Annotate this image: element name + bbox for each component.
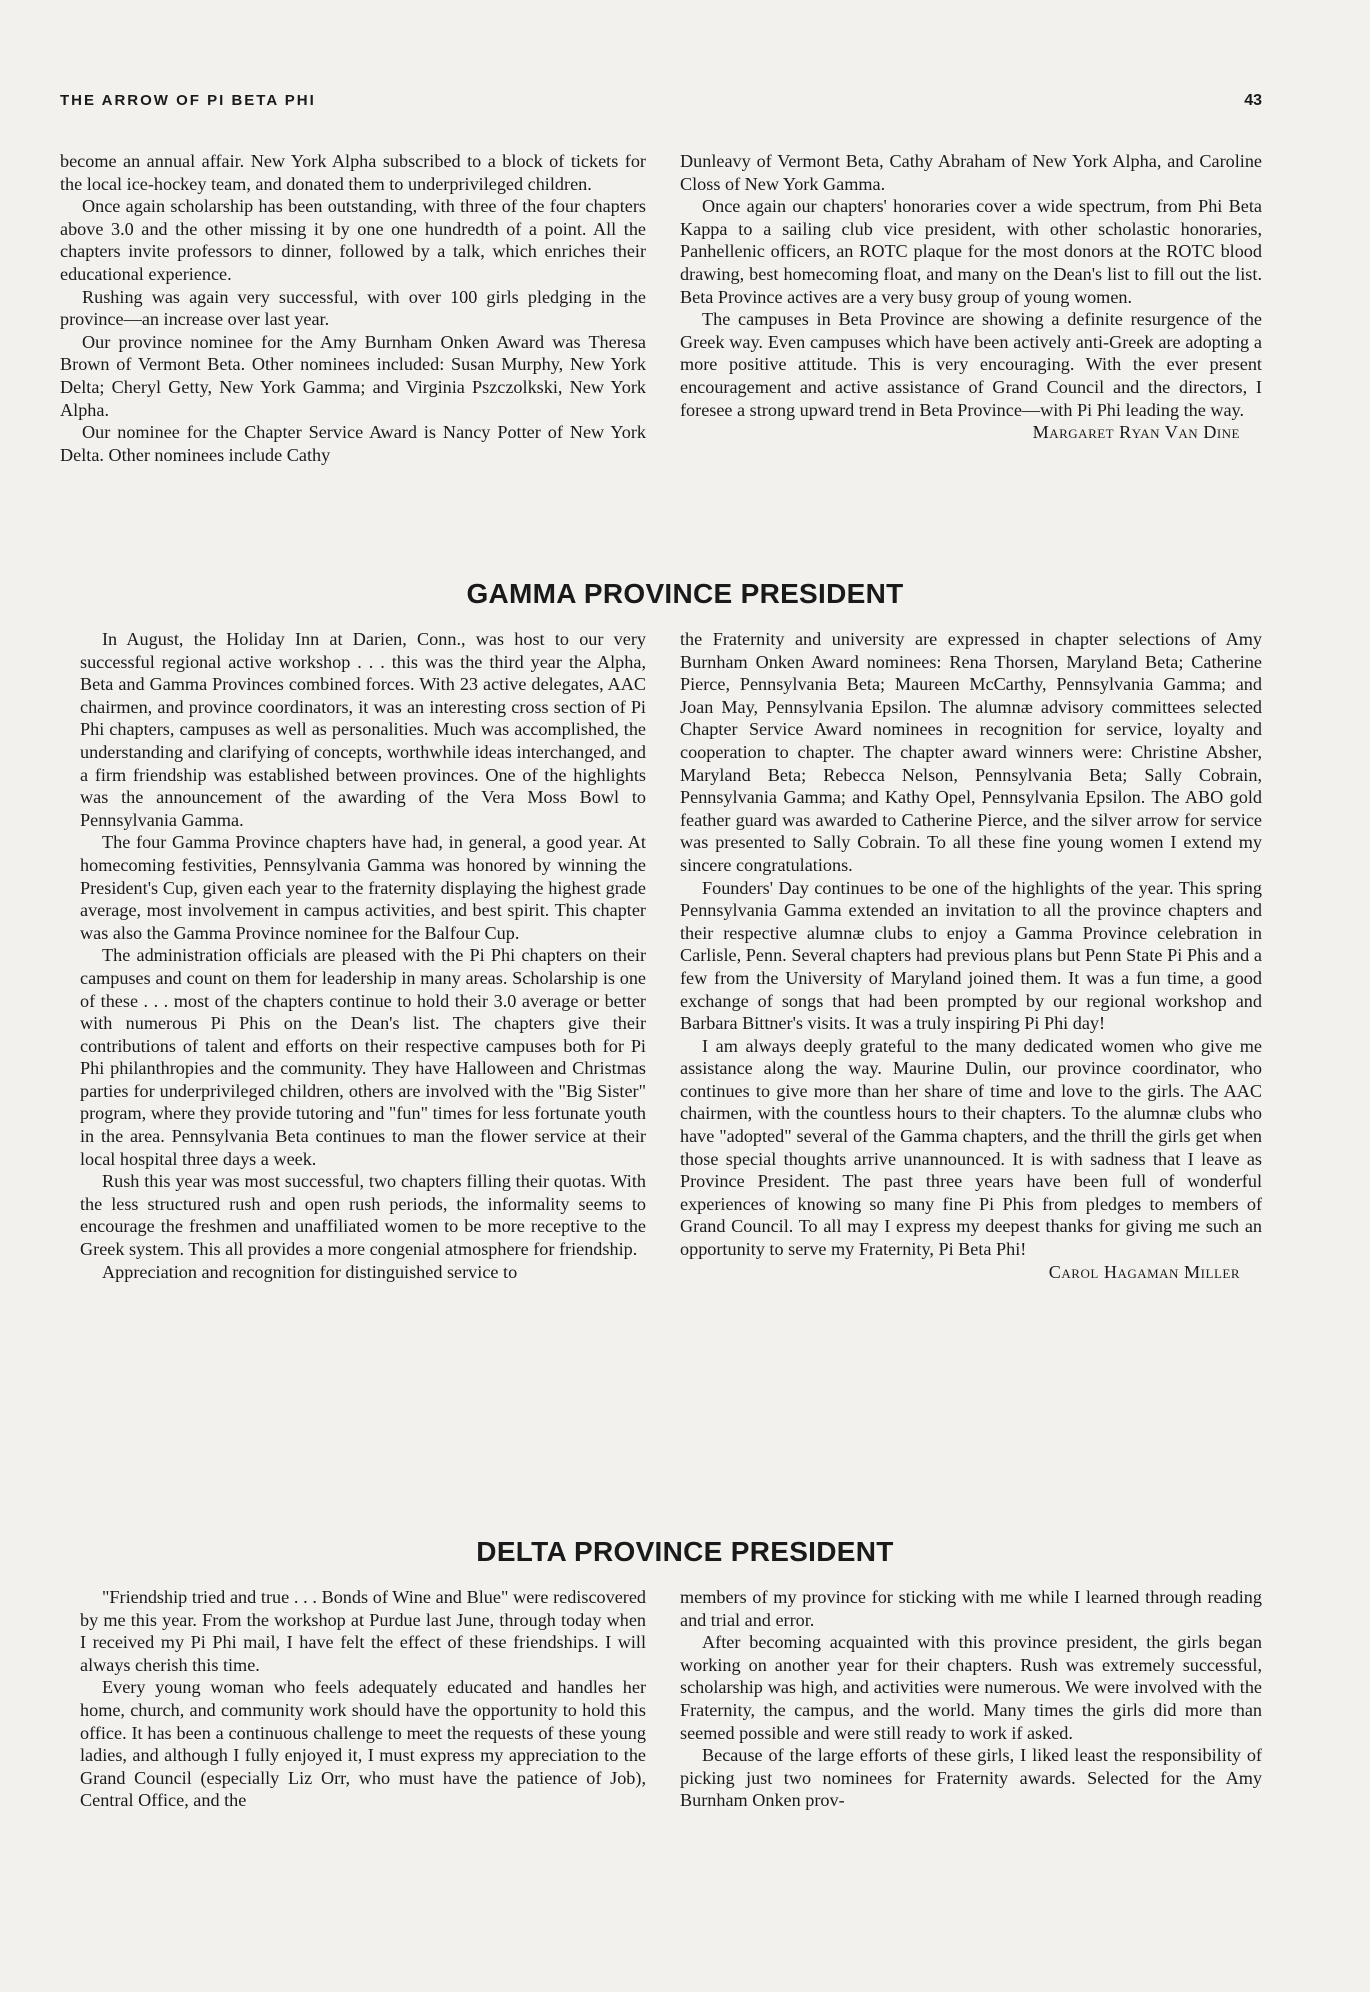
paragraph: I am always deeply grateful to the many dedicated women who give me assistance along the way. Maurine Dulin, our province coordinator, who continues to give more than her share of time and love to the girls. The AAC chairmen, with the countless hours to their chapters. To the alumnæ clubs who have "adopted" several of the Gamma chapters, and the thrill the girls get when those special thoughts arrive unannounced. It is with sadness that I leave as Province President. The past three years have been full of wonderful experiences of knowing so many fine Pi Phis from pledges to members of Grand Council. To all may I express my deepest thanks for giving me such an opportunity to serve my Fraternity, Pi Beta Phi! [680, 1035, 1262, 1260]
section-heading: GAMMA PROVINCE PRESIDENT [466, 578, 904, 609]
publication-title: THE ARROW OF PI BETA PHI [60, 92, 316, 109]
paragraph: The four Gamma Province chapters have had, in general, a good year. At homecoming festivities, Pennsylvania Gamma was honored by winning the President's Cup, given each year to the fraternity displaying the highest grade average, most involvement in campus activities, and best spirit. This chapter was also the Gamma Province nominee for the Balfour Cup. [80, 832, 646, 943]
signature: Carol Hagaman Miller [1048, 1261, 1240, 1282]
paragraph: "Friendship tried and true . . . Bonds of Wine and Blue" were rediscovered by me this year. From the workshop at Purdue last June, through today when I received my Pi Phi mail, I have felt the effect of these friendships. I will always cherish this time. [80, 1587, 646, 1675]
running-header [60, 92, 1262, 122]
paragraph: Rush this year was most successful, two chapters filling their quotas. With the less structured rush and open rush periods, the informality seems to encourage the freshmen and unaffiliated women to be more receptive to the Greek system. This all provides a more congenial atmosphere for friendship. [80, 1171, 646, 1260]
beta-left-column [60, 150, 646, 466]
paragraph: The campuses in Beta Province are showing a definite resurgence of the Greek way. Even campuses which have been actively anti-Greek are adopting a more positive attitude. This is very encouraging. With the ever present encouragement and active assistance of Grand Council and the directors, I foresee a strong upward trend in Beta Province—with Pi Phi leading the way. [680, 309, 1262, 420]
page-number: 43 [1244, 92, 1262, 109]
paragraph: Our nominee for the Chapter Service Award is Nancy Potter of New York Delta. Other nominees include Cathy [60, 422, 646, 465]
paragraph: Rushing was again very successful, with over 100 girls pledging in the province—an increase over last year. [60, 286, 646, 330]
delta-right-column [680, 1586, 1262, 1812]
paragraph: Every young woman who feels adequately educated and handles her home, church, and community work should have the opportunity to hold this office. It has been a continuous challenge to meet the requests of these young ladies, and although I fully enjoyed it, I must express my appreciation to the Grand Council (especially Liz Orr, who must have the patience of Job), Central Office, and the [80, 1677, 646, 1811]
paragraph: Our province nominee for the Amy Burnham Onken Award was Theresa Brown of Vermont Beta. Other nominees included: Susan Murphy, New York Delta; Cheryl Getty, New York Gamma; and Virginia Pszczolkski, New York Alpha. [60, 331, 646, 420]
paragraph: Because of the large efforts of these girls, I liked least the responsibility of picking just two nominees for Fraternity awards. Selected for the Amy Burnham Onken prov- [680, 1745, 1262, 1811]
delta-left-column [80, 1586, 646, 1812]
paragraph: Dunleavy of Vermont Beta, Cathy Abraham of New York Alpha, and Caroline Closs of New York Gamma. [680, 151, 1262, 194]
paragraph: In August, the Holiday Inn at Darien, Conn., was host to our very successful regional active workshop . . . this was the third year the Alpha, Beta and Gamma Provinces combined forces. With 23 active delegates, AAC chairmen, and province coordinators, it was an interesting cross section of Pi Phi chapters, campuses as well as personalities. Much was accomplished, the understanding and clarifying of concepts, worthwhile ideas interchanged, and a firm friendship was established between provinces. One of the highlights was the announcement of the awarding of the Vera Moss Bowl to Pennsylvania Gamma. [80, 629, 646, 830]
paragraph: After becoming acquainted with this province president, the girls began working on another year for their chapters. Rush was extremely successful, scholarship was high, and activities were numerous. We were involved with the Fraternity, the campus, and the world. Many times the girls did more than seemed possible and were still ready to work if asked. [680, 1632, 1262, 1743]
paragraph: Once again our chapters' honoraries cover a wide spectrum, from Phi Beta Kappa to a sailing club vice president, with other scholastic honoraries, Panhellenic officers, an ROTC plaque for the most donors at the ROTC blood drawing, best homecoming float, and many on the Dean's list to fill out the list. Beta Province actives are a very busy group of young women. [680, 196, 1262, 307]
paragraph: the Fraternity and university are expressed in chapter selections of Amy Burnham Onken Award nominees: Rena Thorsen, Maryland Beta; Catherine Pierce, Pennsylvania Beta; Maureen McCarthy, Pennsylvania Gamma; and Joan May, Pennsylvania Epsilon. The alumnæ advisory committees selected Chapter Service Award nominees in recognition for service, loyalty and cooperation to chapter. The chapter award winners were: Christine Absher, Maryland Beta; Rebecca Nelson, Pennsylvania Beta; Sally Cobrain, Pennsylvania Gamma; and Kathy Opel, Pennsylvania Epsilon. The ABO gold feather guard was awarded to Catherine Pierce, and the silver arrow for service was presented to Sally Cobrain. To all these fine young women I extend my sincere congratulations. [680, 629, 1262, 875]
gamma-left-column [80, 628, 646, 1283]
beta-right-column [680, 150, 1262, 444]
paragraph: Once again scholarship has been outstanding, with three of the four chapters above 3.0 and the other missing it by one one hundredth of a point. All the chapters invite professors to dinner, followed by a talk, which enriches their educational experience. [60, 196, 646, 284]
paragraph: members of my province for sticking with me while I learned through reading and trial and error. [680, 1587, 1262, 1630]
paragraph: become an annual affair. New York Alpha subscribed to a block of tickets for the local ice-hockey team, and donated them to underprivileged children. [60, 151, 646, 194]
gamma-right-column [680, 628, 1262, 1283]
signature: Margaret Ryan Van Dine [1032, 422, 1240, 443]
paragraph: Founders' Day continues to be one of the highlights of the year. This spring Pennsylvania Gamma extended an invitation to all the province chapters and their respective alumnæ clubs to enjoy a Gamma Province celebration in Carlisle, Penn. Several chapters had previous plans but Penn State Pi Phis and a few from the University of Maryland joined them. It was a fun time, a good exchange of songs that had been prompted by our regional workshop and Barbara Bittner's visits. It was a truly inspiring Pi Phi day! [680, 877, 1262, 1034]
section-heading: DELTA PROVINCE PRESIDENT [476, 1536, 894, 1567]
paragraph: The administration officials are pleased with the Pi Phi chapters on their campuses and count on them for leadership in many areas. Scholarship is one of these . . . most of the chapters continue to hold their 3.0 average or better with numerous Pi Phis on the Dean's list. The chapters give their contributions of talent and efforts on their respective campuses both for Pi Phi philanthropies and the community. They have Halloween and Christmas parties for underprivileged children, others are involved with the "Big Sister" program, where they provide tutoring and "fun" times for less fortunate youth in the area. Pennsylvania Beta continues to man the flower service at their local hospital three days a week. [80, 945, 646, 1169]
paragraph: Appreciation and recognition for distinguished service to [102, 1261, 518, 1282]
